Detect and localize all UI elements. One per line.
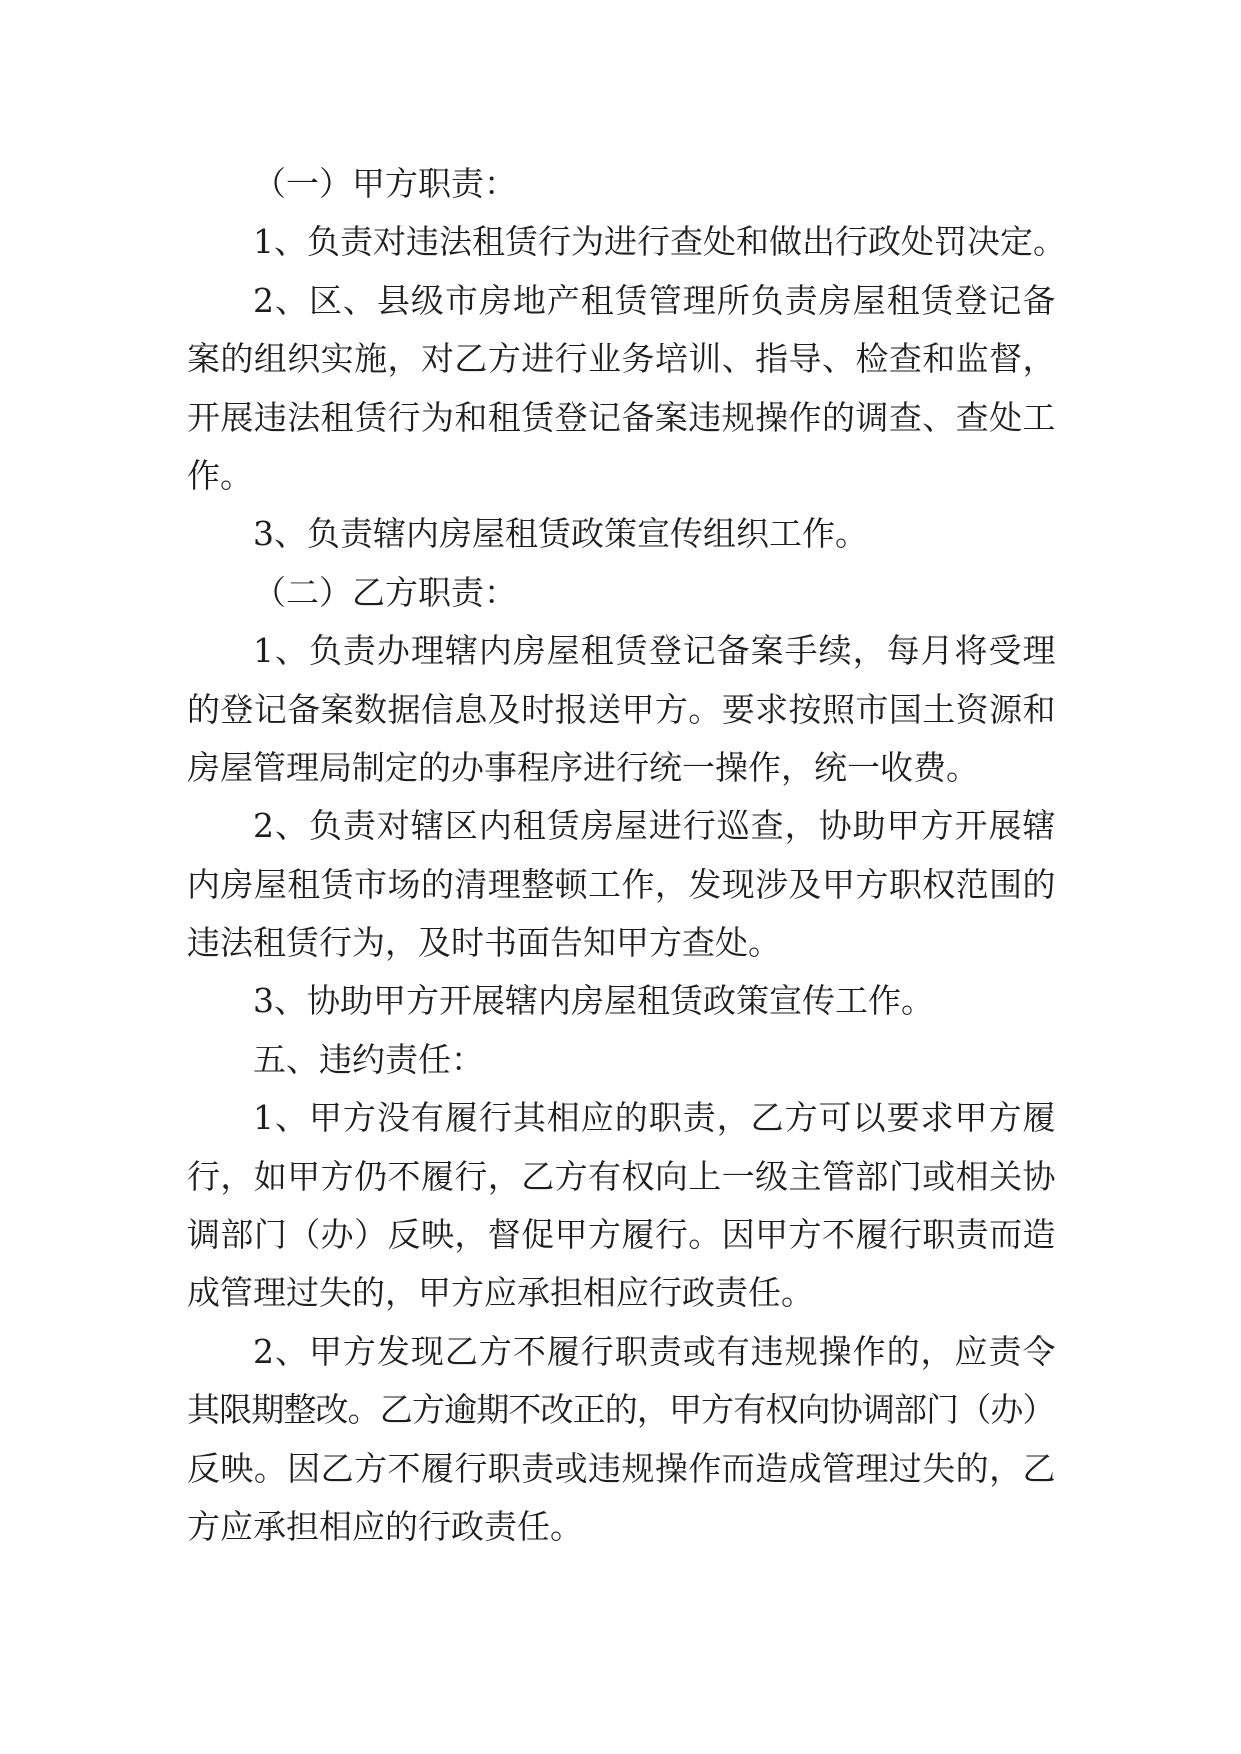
paragraph-line: 行，如甲方仍不履行，乙方有权向上一级主管部门或相关协 <box>187 1156 1054 1196</box>
paragraph-line: 2、甲方发现乙方不履行职责或有违规操作的，应责令 <box>253 1331 1054 1371</box>
paragraph-line: 作。 <box>187 455 253 495</box>
paragraph-line: 1、负责对违法租赁行为进行查处和做出行政处罚决定。 <box>253 222 1066 262</box>
paragraph-line: 违法租赁行为，及时书面告知甲方查处。 <box>187 923 781 963</box>
paragraph-line: 反映。因乙方不履行职责或违规操作而造成管理过失的，乙 <box>187 1448 1054 1488</box>
section-heading-party-b-duties <box>187 564 1054 622</box>
section-heading-party-a-duties <box>187 155 1054 213</box>
paragraph-line: 2、负责对辖区内租赁房屋进行巡查，协助甲方开展辖 <box>253 806 1054 846</box>
paragraph-line: 成管理过失的，甲方应承担相应行政责任。 <box>187 1273 814 1313</box>
paragraph-line: 其限期整改。乙方逾期不改正的，甲方有权向协调部门（办） <box>187 1390 1054 1430</box>
paragraph <box>187 622 1054 797</box>
heading-line: （一）甲方职责： <box>253 164 517 203</box>
paragraph-line: 开展违法租赁行为和租赁登记备案违规操作的调查、查处工 <box>187 397 1054 437</box>
paragraph-line: 方应承担相应的行政责任。 <box>187 1506 583 1546</box>
paragraph <box>187 1089 1054 1323</box>
paragraph-line: 2、区、县级市房地产租赁管理所负责房屋租赁登记备 <box>253 280 1054 320</box>
paragraph-line: 3、协助甲方开展辖内房屋租赁政策宣传工作。 <box>253 981 934 1021</box>
paragraph-line: 1、负责办理辖内房屋租赁登记备案手续，每月将受理 <box>253 631 1054 671</box>
heading-line: 五、违约责任： <box>253 1039 484 1079</box>
document-body <box>187 155 1066 1556</box>
paragraph <box>187 797 1054 972</box>
paragraph-line: 房屋管理局制定的办事程序进行统一操作，统一收费。 <box>187 747 979 787</box>
paragraph-line: 1、甲方没有履行其相应的职责，乙方可以要求甲方履 <box>253 1098 1054 1138</box>
paragraph <box>187 1323 1054 1557</box>
section-heading-breach-liability <box>187 1031 1054 1089</box>
paragraph-line: 案的组织实施，对乙方进行业务培训、指导、检查和监督， <box>187 339 1054 379</box>
paragraph <box>187 213 1066 271</box>
paragraph-line: 的登记备案数据信息及时报送甲方。要求按照市国土资源和 <box>187 689 1054 729</box>
paragraph-line: 3、负责辖内房屋租赁政策宣传组织工作。 <box>253 514 868 554</box>
paragraph-line: 内房屋租赁市场的清理整顿工作，发现涉及甲方职权范围的 <box>187 864 1054 904</box>
paragraph <box>187 972 1054 1030</box>
heading-line: （二）乙方职责： <box>253 572 517 612</box>
paragraph-line: 调部门（办）反映，督促甲方履行。因甲方不履行职责而造 <box>187 1215 1054 1255</box>
paragraph <box>187 505 1054 563</box>
paragraph <box>187 272 1054 506</box>
